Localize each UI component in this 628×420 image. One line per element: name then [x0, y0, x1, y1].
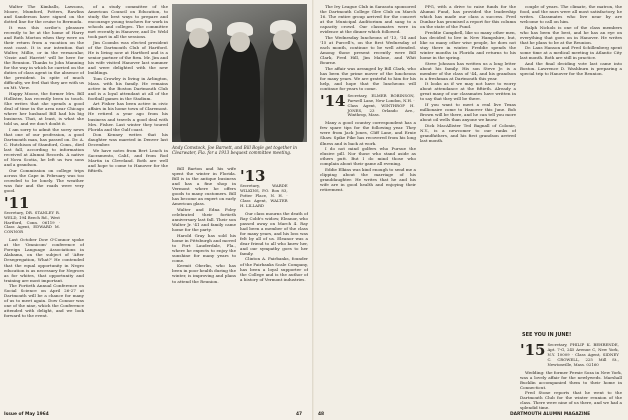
class-heading-1913 — [240, 169, 308, 209]
right-page — [314, 0, 628, 420]
issue-footer: Issue of May 1964 — [4, 412, 49, 417]
paragraph: I am sorry to admit the sorry news that one of our profession, a good Dartmouth man, has passed on. Dr. A. C. Hutchison of Stamford, Conn., died last fall, according to information received at Alumni Records. A native of Nova Scotia, he left us two sons and a grandson. — [4, 126, 84, 167]
paragraph: It was this scribe's pleasure recently to be at the home of Harry and Ruth Morton when they were on their return from a vacation on the east coast. It is our intention that Walter, Millie, or in the vernacular, 'Ozzie and Harriet' will be here for the Reunion. Thanks to John Manning for the way in which he carried on the duties of class agent in the absence of the president. In spite of much difficulty, we feel that they are with us on Mt. View. — [4, 24, 84, 91]
paragraph: Art Fisher has been active in civic affairs in his home town of Claremont. He retired a year ago from his business and travels a good deal with Mrs. Fisher. Last winter they toured Florida and the Gulf coast. — [88, 101, 168, 132]
paragraph: The affair was arranged by Bill Clark, who has been the prime mover of the luncheons for many years. We are grateful to him for his help, and hope that the luncheons will continue for years to come. — [320, 65, 416, 91]
class-officers: Secretary, ELMER ROBINSON, Farwell Lane, New London, N.H. · Class Agent, WINTHROP H. JONES, 23 Orlando Ave., Winthrop, Mass. — [347, 92, 415, 118]
class-officers: Secretary, PHILIP K. BEHRENDE, Apt. 7-G, 245 Avenue C, New York, N.Y. 10009 · Class Agent, SIDNEY C. CROWELL, 225 Mill St., Newtonville, Mass. 02160 — [547, 342, 619, 367]
photo-caption: Andy Comstock, Joe Barnett, and Bill Boyle get together in Clearwater, Fla. for a 1913 bequest committee meeting. — [172, 145, 297, 156]
paragraph: Dick MacAllister Ted Bagnall of Colonie, N.Y., is a newcomer to our ranks of grandfathers, and his first grandson arrived last month. — [420, 122, 516, 143]
class-heading-1911 — [4, 193, 84, 236]
paragraph: Walter The Kimballs, Lawsons, Moore, Mumford, Potters, Rawlins and Sanderson have signed on the dotted line for the cruise to Bermuda. — [4, 4, 84, 25]
class-heading-1914 — [320, 91, 416, 119]
paragraph: Ralph Nichols is one of the class members who has been the best, and he has an eye on everything that goes on in Hanover. He writes that he plans to be at the Reunion. — [520, 24, 622, 45]
paragraph: Tom Crowley is living in Arlington, Mass. with his family. He remains active in the Boston Dartmouth Club and is a loyal attendant at all of the football games in the Stadium. — [88, 75, 168, 101]
paragraph: of a study committee of the American Council on Education, to study the best ways to prepare and encourage young teachers for work in schools and colleges. The committee met recently in Hanover, and Dr. Weld took part in all the sessions. — [88, 4, 168, 40]
class-heading-1915 — [520, 343, 622, 368]
class-year-number: '11 — [4, 193, 30, 212]
paragraph: Don Kenney writes that his daughter was married in Denver last December. — [88, 132, 168, 148]
paragraph: Walter and Edna Foley celebrated their fortieth anniversary last fall. Their son Walter Jr. '41 and family came home for the party. — [172, 206, 236, 233]
paragraph: Happy Moose, the former Mrs. Bill Hollister, has recently been in touch. She writes that she spends a good deal of time in the area near Chicago where her husband Bill had his big business. That, at least, is what she told us, and we don't doubt it. — [4, 90, 84, 127]
see-you-in-june: SEE YOU IN JUNE! — [522, 332, 572, 338]
paragraph: Harold Gray has sold his home in Pittsburgh and moved to Fort Lauderdale, Fla., where he expects to enjoy the sunshine for many years to come. — [172, 232, 236, 263]
paragraph: Last October Dow O'Connor spoke at the 'Omnicom' conference of Foreign Language Associations in Alabama, on the subject of 'After Desegregation, What?' He contended that the equal opportunity in Negro education is as necessary for Negroes as for whites, that opportunity and training are most important. — [4, 237, 84, 283]
paragraph: I do not mind golfers who Pursue the elusive pill. Nor those who stand aside as others putt. But I do mind those who complain about their game all evening. — [320, 146, 416, 167]
class-photo — [172, 4, 307, 142]
paragraph: Fred Stone reports that he went to the Dartmouth Club for the winter reunion of the class. There were nine of us there, and we had a splendid time. — [520, 390, 622, 410]
class-officers: Secretary, WARDE WILKINS, P.O. Box 83, Potter Place, N. H. · Class Agent, WALTER H. LILLARD — [240, 183, 288, 208]
class-year-number: '13 — [240, 167, 266, 185]
column-3-lower — [520, 340, 622, 410]
page-number: 48 — [318, 412, 325, 417]
paragraph: Bill Barton and his wife spent the winter in Florida. Bill is in the antique business and has a fine shop in Vermont where he offers goods to many customers. Bill has become an expert on early American glass. — [172, 166, 236, 207]
column-1 — [320, 4, 416, 412]
page-number: 47 — [296, 412, 303, 417]
paragraph: And the final deciding vote last came into Boston. Lawrence D. Washburn is preparing a special trip to Hanover for the Reunion. — [520, 61, 622, 77]
paragraph: Many a good country correspondent has a few spare tips for the following year. They were from Jack Jones, Cliff Lane, and Ernie Shaw. Spike Pike has recovered from his long illness and is back at work. — [320, 120, 416, 146]
paragraph: We have notes from Bert Leach in Sacramento, Calif., and from Rod Martin in Cleveland. Both are well and hope to come to Hanover for the fiftieth. — [88, 147, 168, 173]
magazine-footer: DARTMOUTH ALUMNI MAGAZINE — [510, 412, 591, 417]
paragraph: Wedding: the former Fernie Soza in New York, was a lovely affair for the newlyweds. Marshall Bucklin accompanied them to their home in Connecticut. — [520, 369, 622, 390]
paragraph: The Fortieth Annual Conference on Social Science on April 26-27 at Dartmouth will be a chance for many of us to meet again. Dow Connor was one of the nine, which the Conference attended with delight, and we look forward to the event. — [4, 283, 84, 319]
paragraph: Eddie Elkins was kind enough to send me a clipping about the marriage of his granddaughter. He writes that he and his wife are in good health and enjoying their retirement. — [320, 166, 416, 192]
column-3 — [172, 166, 236, 410]
class-year-number: '15 — [520, 341, 546, 359]
column-2 — [88, 4, 168, 412]
column-1 — [4, 4, 84, 412]
paragraph: Our class mourns the death of Ray Cobb's widow, Eleanor, who passed away on March 4. Ray had been a member of the class for many years, and his loss was felt by all of us. Eleanor was a dear friend to all who knew her, and our sympathy goes to her family. — [240, 210, 308, 256]
paragraph: Steve Johnson has written us a long letter about his family. His son Steve Jr. is a member of the class of '44, and his grandson is a freshman at Dartmouth this year. — [420, 60, 516, 81]
column-3 — [520, 4, 622, 328]
paragraph: Our Commission on college trips across the Cape in February was too crowded to be lonely. The weather was fair and the roads were very good. — [4, 167, 84, 193]
paragraph: Jim Coombs was elected president of the Dartmouth Club of Hartford. He is living now at Hartford and is a senior partner of the firm. Mr. Jim and his wife visited Hanover last summer and were delighted with the new buildings. — [88, 39, 168, 76]
paragraph: If you want to meet a real live Texas millionaire come to Hanover this June. Bob Brown will be there, and he can tell you more about oil wells than anyone we know. — [420, 101, 516, 123]
paragraph: It looks as if we may not have to worry about attendance at the fiftieth. Already a great many of our classmates have written in to say that they will be there. — [420, 81, 516, 102]
class-year-number: '14 — [320, 91, 346, 110]
column-4 — [240, 166, 308, 410]
paragraph: Dr. Laus Hanson and Fred Schillenberg spent some time at a medical meeting in Atlantic City last month. Both are still in practice. — [520, 45, 622, 61]
paragraph: Kermit Oberlin, who has been in poor health during the winter, is improving and plans to attend the Reunion. — [172, 263, 236, 284]
paragraph: Clinton A. Fairbanks, founder of the Fairbanks Scale Company, has been a loyal supporter of the College and is the author of a history of Vermont industries. — [240, 256, 308, 282]
paragraph: couple of years. The climate, the matron, the food, and the nurs were all most satisfactory, he writes. Classmates who live near by are welcome to call on him. — [520, 4, 622, 25]
class-officers: Secretary, DR. STANLEY R. WELD, 194 Beech Rd., West Hartford, Conn. 06119 · Class Agent, EDWARD M. CONNOR — [4, 209, 60, 235]
paragraph: The Ivy League Club in Sarasota sponsored the Dartmouth College Glee Club on March 16. The entire group arrived for the concert at the Municipal Auditorium and sang to a capacity crowd. Our classmates were in evidence at the dinner which followed. — [320, 4, 416, 35]
paragraph: Freddie Campbell, like so many other men, has decided to live in New Hampshire, but, like so many other wise people, he does not stay there in winter. Freddie spends the winter months in Florida and returns to his home in the spring. — [420, 29, 516, 60]
paragraph: The Wednesday luncheons of '13, '14 and '15 at Purcell's, on the first Wednesday of each month, continue to be well attended. Among those present recently were Bill Clark, Fred Hill, Jim Malone, and Whit Bourne. — [320, 34, 416, 66]
column-2 — [420, 4, 516, 412]
paragraph: PPG, with a drive to raise funds for the Alumni Fund, has provided the leadership which has made our class a success. Fred Dunbar has promised a report for this column on the state of the Fund. — [420, 4, 516, 30]
